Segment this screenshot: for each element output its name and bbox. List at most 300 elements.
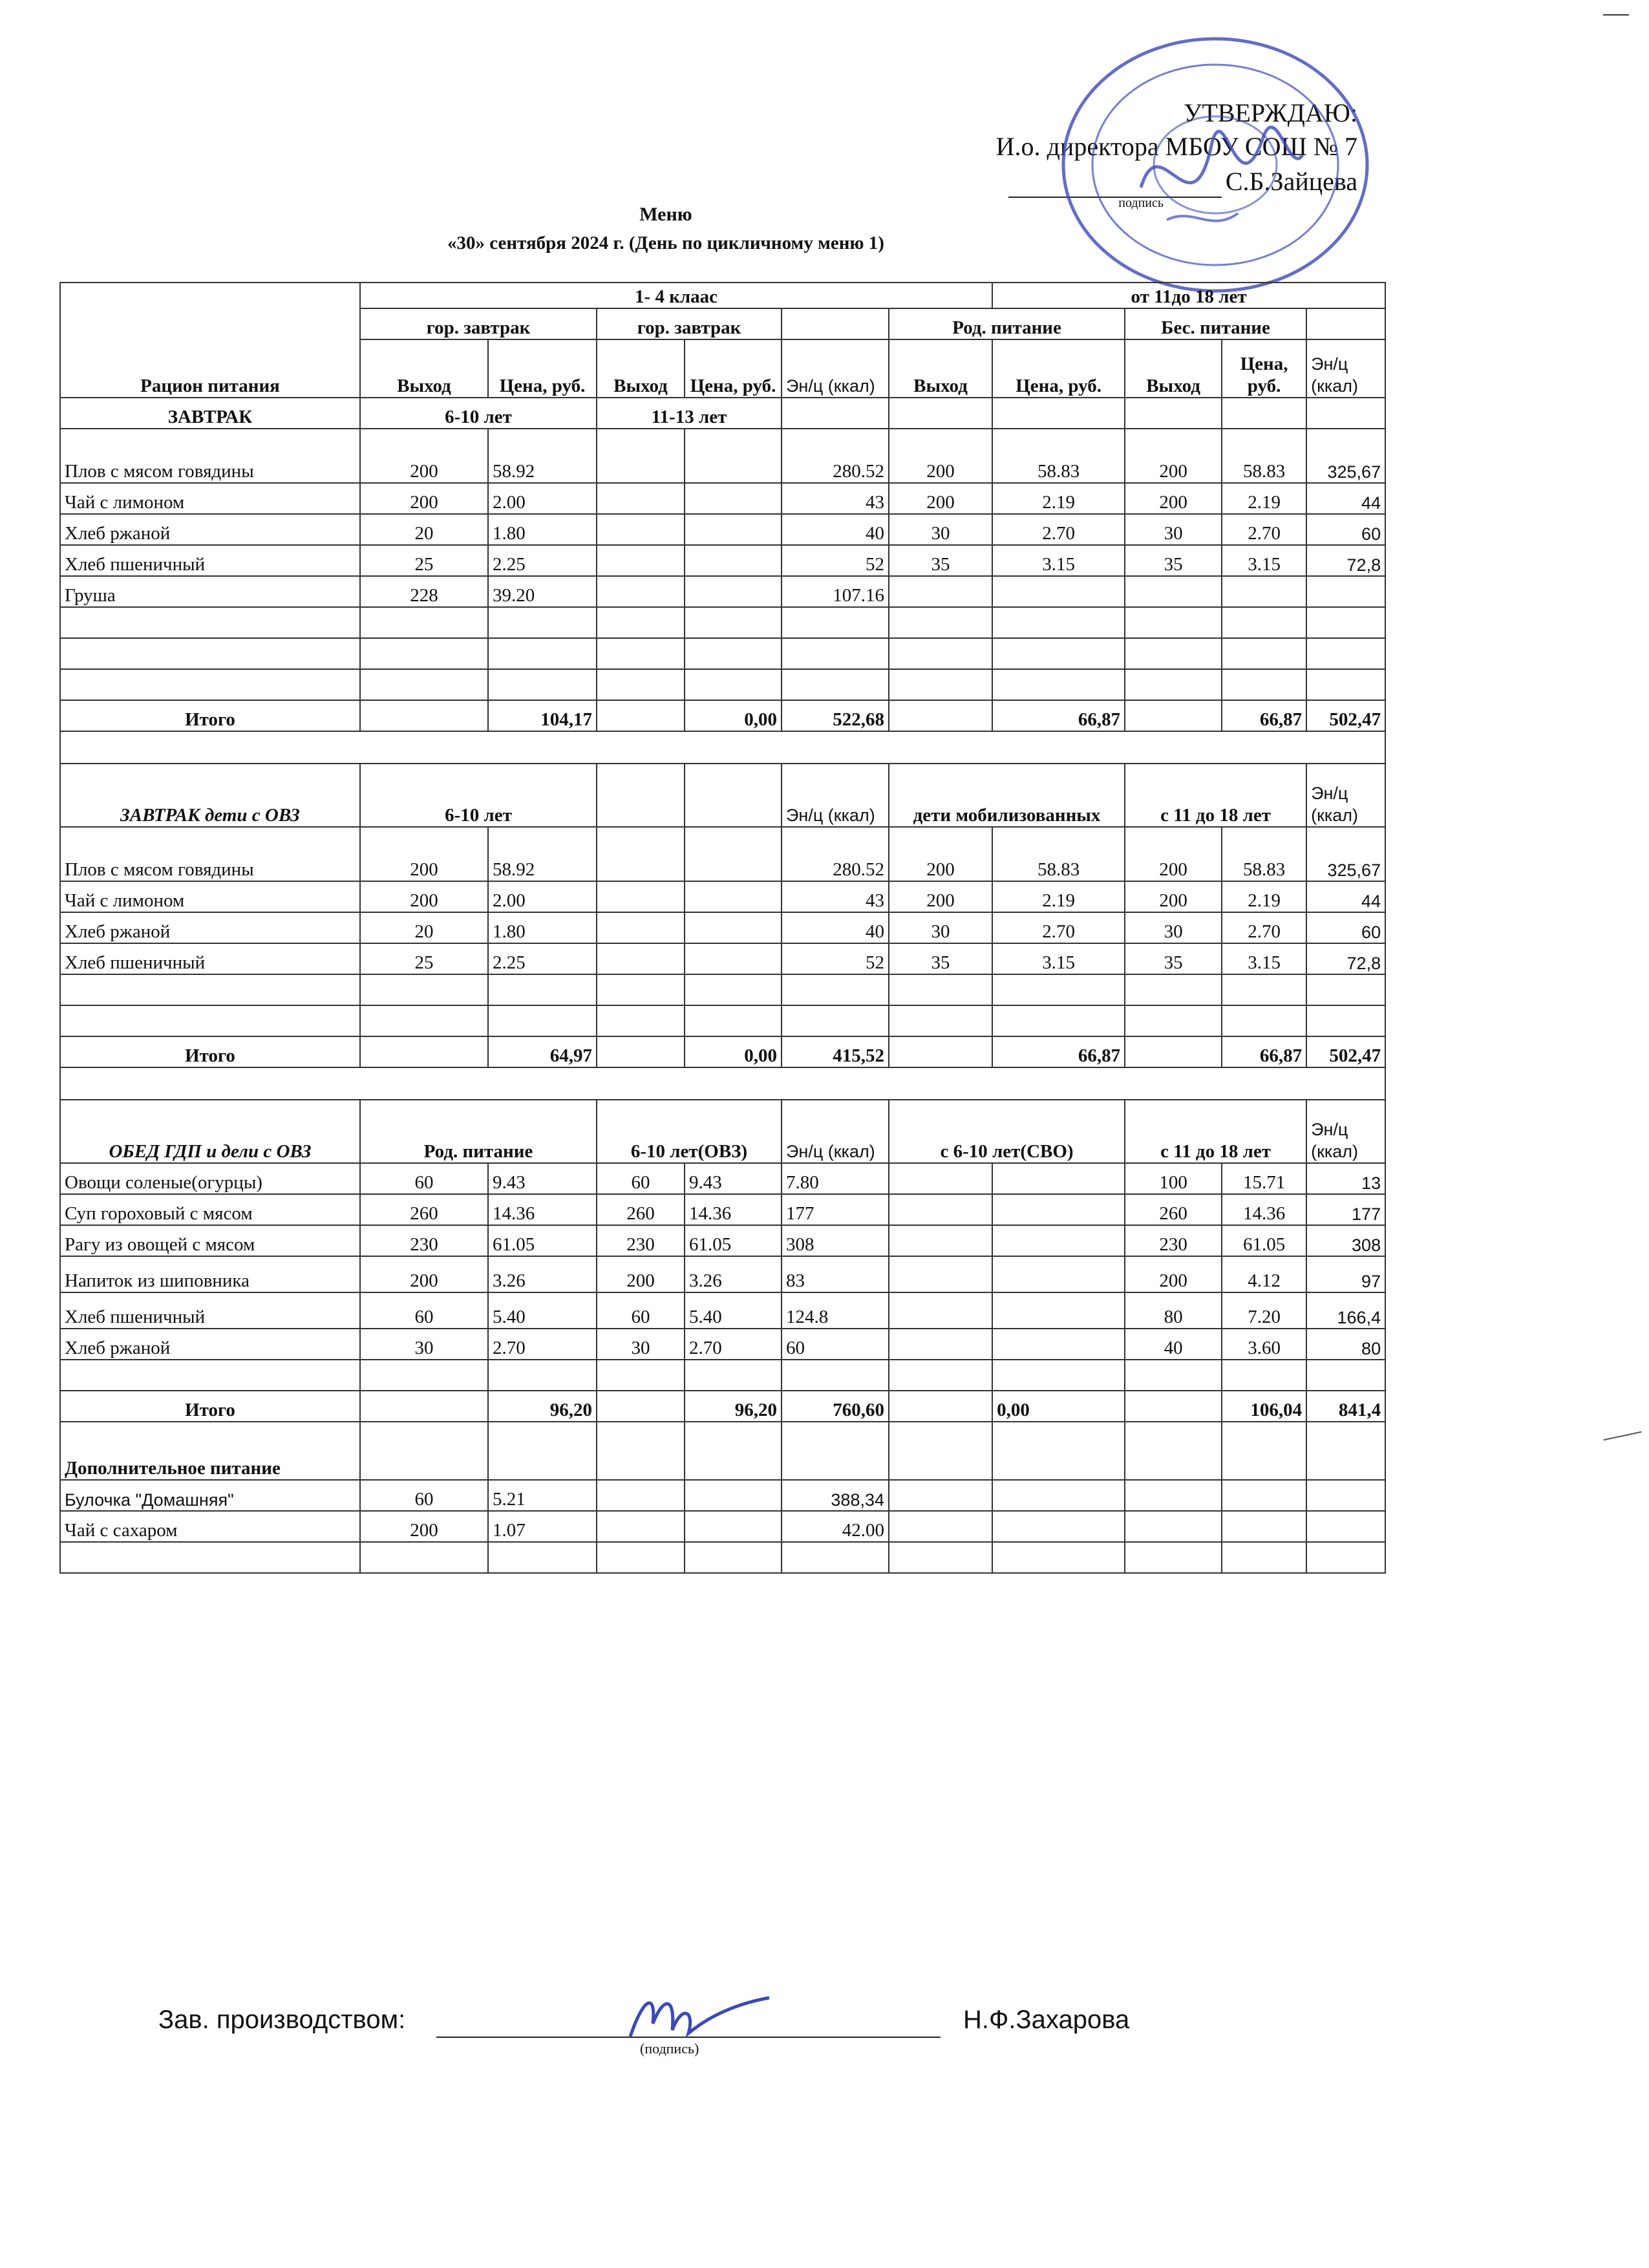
ovz-energy: Эн/ц (ккал): [782, 764, 889, 827]
lunch-label: ОБЕД ГДП и дели с ОВЗ: [60, 1100, 360, 1163]
breakfast-label: ЗАВТРАК: [60, 398, 360, 429]
table-row: [60, 1256, 1385, 1292]
cell-out: 230: [360, 1225, 488, 1256]
empty-cell: [889, 398, 992, 429]
title-menu: Меню: [639, 204, 692, 225]
breakfast-section-row: [60, 398, 1385, 429]
total-label: Итого: [60, 1391, 360, 1422]
table-row: [60, 514, 1385, 545]
empty-cell: [992, 1511, 1125, 1542]
empty-cell: [992, 1163, 1125, 1194]
cell-kcal: 325,67: [1306, 429, 1385, 483]
cell-kcal: 44: [1306, 483, 1385, 514]
header-empty: [782, 308, 889, 339]
cell-out: 35: [889, 943, 992, 974]
header-empty: [1306, 308, 1385, 339]
cell-price: [685, 545, 782, 576]
empty-cell: [685, 943, 782, 974]
cell-out: 100: [1125, 1163, 1222, 1194]
empty-row: [60, 1005, 1385, 1036]
cell-price: 1.80: [488, 912, 597, 943]
cell-out: 20: [360, 912, 488, 943]
cell-price: 1.07: [488, 1511, 597, 1542]
empty-cell: [992, 1292, 1125, 1329]
breakfast-age-a: 6-10 лет: [360, 398, 597, 429]
ovz-energy2: Эн/ц (ккал): [1306, 764, 1385, 827]
dish-name: Плов с мясом говядины: [60, 429, 360, 483]
empty-cell: [1125, 1511, 1222, 1542]
cell-kcal: 308: [782, 1225, 889, 1256]
total-price: 96,20: [685, 1391, 782, 1422]
header-hot-breakfast-1: гор. завтрак: [360, 308, 597, 339]
cell-out: 80: [1125, 1292, 1222, 1329]
header-energy: Эн/ц (ккал): [782, 339, 889, 398]
header-price: Цена, руб.: [992, 339, 1125, 398]
empty-cell: [992, 398, 1125, 429]
cell-kcal: 83: [782, 1256, 889, 1292]
empty-cell: [1222, 1480, 1306, 1511]
total-price: 96,20: [488, 1391, 597, 1422]
cell-price: 58.83: [992, 827, 1125, 881]
header-price: Цена, руб.: [1222, 339, 1306, 398]
empty-cell: [1222, 1422, 1306, 1480]
dish-name: Хлеб пшеничный: [60, 943, 360, 974]
extra-section-row: [60, 1422, 1385, 1480]
empty-cell: [1125, 1036, 1222, 1067]
cell-kcal: 80: [1306, 1329, 1385, 1360]
cell-price: [685, 483, 782, 514]
cell-out: [597, 576, 685, 607]
table-row: [60, 429, 1385, 483]
total-price: 106,04: [1222, 1391, 1306, 1422]
total-price: 64,97: [488, 1036, 597, 1067]
empty-cell: [889, 1391, 992, 1422]
cell-out: 200: [1125, 881, 1222, 912]
menu-title: [362, 200, 970, 257]
cell-price: 2.25: [488, 943, 597, 974]
header-row-1: [60, 283, 1385, 308]
cell-price: 39.20: [488, 576, 597, 607]
cell-price: 2.19: [992, 881, 1125, 912]
cell-out: 200: [1125, 429, 1222, 483]
cell-out: 60: [360, 1292, 488, 1329]
empty-cell: [1306, 1511, 1385, 1542]
cell-price: 2.70: [992, 912, 1125, 943]
total-row: [60, 700, 1385, 731]
empty-row: [60, 1360, 1385, 1391]
empty-cell: [597, 881, 685, 912]
cell-price: 3.60: [1222, 1329, 1306, 1360]
cell-out: 60: [597, 1163, 685, 1194]
cell-out: 200: [1125, 483, 1222, 514]
empty-cell: [685, 1480, 782, 1511]
lunch-age-svo: с 6-10 лет(СВО): [889, 1100, 1125, 1163]
approval-name: С.Б.Зайцева: [1225, 167, 1357, 196]
cell-price: [685, 576, 782, 607]
empty-cell: [889, 1511, 992, 1542]
lunch-age-c: с 11 до 18 лет: [1125, 1100, 1306, 1163]
header-out: Выход: [1125, 339, 1222, 398]
dish-name: Овощи соленые(огурцы): [60, 1163, 360, 1194]
cell-out: 200: [360, 1511, 488, 1542]
empty-cell: [889, 1194, 992, 1225]
cell-price: 2.00: [488, 881, 597, 912]
dish-name: Суп гороховый с мясом: [60, 1194, 360, 1225]
cell-price: 9.43: [488, 1163, 597, 1194]
cell-out: 200: [889, 429, 992, 483]
header-age-11-18: от 11до 18 лет: [992, 283, 1385, 308]
empty-cell: [360, 1036, 488, 1067]
empty-cell: [1222, 1511, 1306, 1542]
empty-cell: [360, 1422, 488, 1480]
empty-cell: [360, 700, 488, 731]
empty-cell: [597, 943, 685, 974]
empty-row: [60, 607, 1385, 638]
approval-position: И.о. директора МБОУ СОШ № 7: [995, 132, 1357, 161]
table-row: [60, 1163, 1385, 1194]
cell-kcal: 60: [782, 1329, 889, 1360]
cell-price: 2.70: [992, 514, 1125, 545]
table-row: [60, 1480, 1385, 1511]
cell-kcal: 40: [782, 912, 889, 943]
cell-out: 30: [889, 514, 992, 545]
header-parent-pay: Род. питание: [889, 308, 1125, 339]
cell-out: 20: [360, 514, 488, 545]
cell-price: 3.15: [1222, 545, 1306, 576]
dish-name: Булочка "Домашняя": [60, 1480, 360, 1511]
cell-out: 30: [597, 1329, 685, 1360]
empty-cell: [1125, 700, 1222, 731]
dish-name: Плов с мясом говядины: [60, 827, 360, 881]
table-row: [60, 1511, 1385, 1542]
header-grade-1-4: 1- 4 клаас: [360, 283, 992, 308]
cell-price: 14.36: [488, 1194, 597, 1225]
total-row: [60, 1391, 1385, 1422]
empty-cell: [889, 1225, 992, 1256]
cell-out: 260: [597, 1194, 685, 1225]
cell-out: [597, 429, 685, 483]
table-row: [60, 1329, 1385, 1360]
official-stamp-icon: [1044, 26, 1380, 317]
empty-row: [60, 1542, 1385, 1573]
total-kcal: 841,4: [1306, 1391, 1385, 1422]
header-free-meal: Бес. питание: [1125, 308, 1306, 339]
total-kcal: 502,47: [1306, 700, 1385, 731]
cell-out: 200: [360, 881, 488, 912]
cell-kcal: 177: [782, 1194, 889, 1225]
empty-cell: [685, 912, 782, 943]
lunch-parent-pay: Род. питание: [360, 1100, 597, 1163]
empty-cell: [360, 1391, 488, 1422]
cell-kcal: 177: [1306, 1194, 1385, 1225]
empty-cell: [1125, 398, 1222, 429]
empty-cell: [597, 1511, 685, 1542]
cell-price: 2.25: [488, 545, 597, 576]
cell-out: [597, 483, 685, 514]
cell-out: 230: [597, 1225, 685, 1256]
cell-kcal: 72,8: [1306, 545, 1385, 576]
cell-out: 200: [1125, 827, 1222, 881]
cell-out: 200: [360, 429, 488, 483]
total-price: 0,00: [992, 1391, 1125, 1422]
total-price: 66,87: [1222, 1036, 1306, 1067]
spacer-row: [60, 731, 1385, 764]
table-row: [60, 1292, 1385, 1329]
cell-price: 61.05: [685, 1225, 782, 1256]
total-price: 0,00: [685, 1036, 782, 1067]
empty-cell: [1125, 1422, 1222, 1480]
dish-name: Чай с сахаром: [60, 1511, 360, 1542]
cell-out: 200: [360, 483, 488, 514]
dish-name: Хлеб пшеничный: [60, 545, 360, 576]
empty-cell: [1222, 576, 1306, 607]
cell-kcal: 40: [782, 514, 889, 545]
cell-price: [685, 514, 782, 545]
ovz-mobilized: дети мобилизованных: [889, 764, 1125, 827]
dish-name: Груша: [60, 576, 360, 607]
empty-cell: [992, 1422, 1125, 1480]
cell-out: 30: [889, 912, 992, 943]
empty-cell: [1306, 398, 1385, 429]
cell-kcal: 124.8: [782, 1292, 889, 1329]
empty-cell: [992, 1480, 1125, 1511]
cell-price: 2.00: [488, 483, 597, 514]
empty-cell: [1125, 576, 1222, 607]
total-price: 104,17: [488, 700, 597, 731]
total-label: Итого: [60, 700, 360, 731]
empty-cell: [597, 700, 685, 731]
cell-price: 3.26: [488, 1256, 597, 1292]
empty-cell: [782, 1422, 889, 1480]
cell-kcal: 280.52: [782, 429, 889, 483]
cell-kcal: 42.00: [782, 1511, 889, 1542]
header-price: Цена, руб.: [685, 339, 782, 398]
empty-cell: [488, 1422, 597, 1480]
cell-price: 5.40: [488, 1292, 597, 1329]
footer-signature: [158, 1998, 1322, 2057]
cell-price: 9.43: [685, 1163, 782, 1194]
empty-cell: [889, 1163, 992, 1194]
cell-kcal: 308: [1306, 1225, 1385, 1256]
dish-name: Хлеб ржаной: [60, 1329, 360, 1360]
empty-cell: [685, 881, 782, 912]
cell-price: 3.15: [992, 545, 1125, 576]
scan-mark: [1603, 14, 1629, 16]
empty-row: [60, 669, 1385, 700]
cell-price: 5.40: [685, 1292, 782, 1329]
cell-out: 200: [360, 1256, 488, 1292]
lunch-age-ovz: 6-10 лет(ОВЗ): [597, 1100, 782, 1163]
cell-out: 30: [1125, 514, 1222, 545]
cell-kcal: 52: [782, 545, 889, 576]
cell-out: 30: [360, 1329, 488, 1360]
empty-cell: [889, 1256, 992, 1292]
cell-out: 200: [1125, 1256, 1222, 1292]
cell-out: 25: [360, 943, 488, 974]
lunch-energy2: Эн/ц (ккал): [1306, 1100, 1385, 1163]
cell-price: 5.21: [488, 1480, 597, 1511]
table-row: [60, 576, 1385, 607]
cell-out: 200: [597, 1256, 685, 1292]
cell-kcal: 13: [1306, 1163, 1385, 1194]
empty-cell: [685, 1511, 782, 1542]
empty-cell: [685, 764, 782, 827]
cell-price: 58.83: [992, 429, 1125, 483]
table-row: [60, 912, 1385, 943]
dish-name: Хлеб пшеничный: [60, 1292, 360, 1329]
empty-cell: [992, 1194, 1125, 1225]
empty-cell: [1125, 1391, 1222, 1422]
cell-price: 58.83: [1222, 429, 1306, 483]
header-price: Цена, руб.: [488, 339, 597, 398]
cell-kcal: 60: [1306, 514, 1385, 545]
empty-cell: [889, 1480, 992, 1511]
cell-price: 2.70: [1222, 912, 1306, 943]
ovz-section-row: [60, 764, 1385, 827]
cell-price: 58.92: [488, 827, 597, 881]
total-label: Итого: [60, 1036, 360, 1067]
cell-price: 61.05: [488, 1225, 597, 1256]
cell-out: 35: [1125, 943, 1222, 974]
extra-label: Дополнительное питание: [60, 1422, 360, 1480]
header-energy: Эн/ц (ккал): [1306, 339, 1385, 398]
cell-out: 35: [889, 545, 992, 576]
empty-cell: [1222, 398, 1306, 429]
empty-row: [60, 638, 1385, 669]
cell-kcal: 52: [782, 943, 889, 974]
header-out: Выход: [889, 339, 992, 398]
header-out: Выход: [597, 339, 685, 398]
total-kcal: 760,60: [782, 1391, 889, 1422]
table-row: [60, 881, 1385, 912]
cell-kcal: 325,67: [1306, 827, 1385, 881]
cell-out: 200: [889, 881, 992, 912]
dish-name: Рагу из овощей с мясом: [60, 1225, 360, 1256]
cell-price: [685, 429, 782, 483]
cell-kcal: 60: [1306, 912, 1385, 943]
dish-name: Хлеб ржаной: [60, 912, 360, 943]
handwritten-signature-icon: [624, 1985, 772, 2049]
empty-cell: [889, 1329, 992, 1360]
empty-cell: [992, 1256, 1125, 1292]
total-kcal: 415,52: [782, 1036, 889, 1067]
cell-out: 35: [1125, 545, 1222, 576]
cell-price: 14.36: [1222, 1194, 1306, 1225]
empty-row: [60, 974, 1385, 1005]
dish-name: Хлеб ржаной: [60, 514, 360, 545]
cell-out: 30: [1125, 912, 1222, 943]
header-ration: Рацион питания: [60, 283, 360, 398]
empty-cell: [1306, 576, 1385, 607]
cell-out: 228: [360, 576, 488, 607]
empty-cell: [992, 1329, 1125, 1360]
approval-heading: УТВЕРЖДАЮ:: [1184, 98, 1357, 127]
cell-kcal: 97: [1306, 1256, 1385, 1292]
cell-price: 2.70: [488, 1329, 597, 1360]
cell-kcal: 388,34: [782, 1480, 889, 1511]
dish-name: Чай с лимоном: [60, 483, 360, 514]
total-row: [60, 1036, 1385, 1067]
cell-price: 61.05: [1222, 1225, 1306, 1256]
cell-out: 200: [889, 827, 992, 881]
cell-price: 3.26: [685, 1256, 782, 1292]
cell-out: 230: [1125, 1225, 1222, 1256]
scan-mark: [1603, 1431, 1641, 1440]
empty-cell: [889, 700, 992, 731]
signature-caption: подпись: [1118, 196, 1164, 210]
cell-price: 15.71: [1222, 1163, 1306, 1194]
cell-kcal: 72,8: [1306, 943, 1385, 974]
empty-cell: [685, 827, 782, 881]
title-date: «30» сентября 2024 г. (День по цикличному меню 1): [447, 233, 884, 253]
cell-out: 25: [360, 545, 488, 576]
cell-out: 200: [360, 827, 488, 881]
total-kcal: 522,68: [782, 700, 889, 731]
empty-cell: [597, 827, 685, 881]
total-price: 0,00: [685, 700, 782, 731]
empty-cell: [597, 1036, 685, 1067]
empty-cell: [1306, 1422, 1385, 1480]
cell-price: 58.83: [1222, 827, 1306, 881]
empty-cell: [597, 1391, 685, 1422]
empty-cell: [992, 1225, 1125, 1256]
ovz-age-a: 6-10 лет: [360, 764, 597, 827]
footer-caption: (подпись): [640, 2040, 699, 2057]
cell-price: 4.12: [1222, 1256, 1306, 1292]
cell-price: 7.20: [1222, 1292, 1306, 1329]
empty-cell: [992, 576, 1125, 607]
cell-out: [597, 545, 685, 576]
cell-out: 260: [360, 1194, 488, 1225]
cell-kcal: 280.52: [782, 827, 889, 881]
total-price: 66,87: [1222, 700, 1306, 731]
dish-name: Напиток из шиповника: [60, 1256, 360, 1292]
footer-label: Зав. производством:: [158, 2006, 406, 2034]
dish-name: Чай с лимоном: [60, 881, 360, 912]
total-price: 66,87: [992, 700, 1125, 731]
cell-kcal: 43: [782, 881, 889, 912]
cell-kcal: 7.80: [782, 1163, 889, 1194]
lunch-energy: Эн/ц (ккал): [782, 1100, 889, 1163]
cell-kcal: 107.16: [782, 576, 889, 607]
empty-cell: [889, 1292, 992, 1329]
empty-cell: [685, 1422, 782, 1480]
total-kcal: 502,47: [1306, 1036, 1385, 1067]
cell-price: 2.19: [992, 483, 1125, 514]
empty-cell: [889, 1036, 992, 1067]
table-row: [60, 483, 1385, 514]
cell-price: 3.15: [992, 943, 1125, 974]
spacer-row: [60, 1067, 1385, 1100]
total-price: 66,87: [992, 1036, 1125, 1067]
table-row: [60, 1225, 1385, 1256]
cell-price: 3.15: [1222, 943, 1306, 974]
cell-out: 60: [360, 1480, 488, 1511]
cell-price: 58.92: [488, 429, 597, 483]
cell-out: [597, 514, 685, 545]
empty-cell: [597, 1422, 685, 1480]
table-row: [60, 1194, 1385, 1225]
table-row: [60, 827, 1385, 881]
empty-cell: [597, 1480, 685, 1511]
table-row: [60, 545, 1385, 576]
cell-out: 40: [1125, 1329, 1222, 1360]
empty-cell: [597, 764, 685, 827]
cell-out: 60: [360, 1163, 488, 1194]
ovz-age-c: с 11 до 18 лет: [1125, 764, 1306, 827]
cell-price: 2.19: [1222, 881, 1306, 912]
footer-name: Н.Ф.Захарова: [963, 2006, 1130, 2034]
